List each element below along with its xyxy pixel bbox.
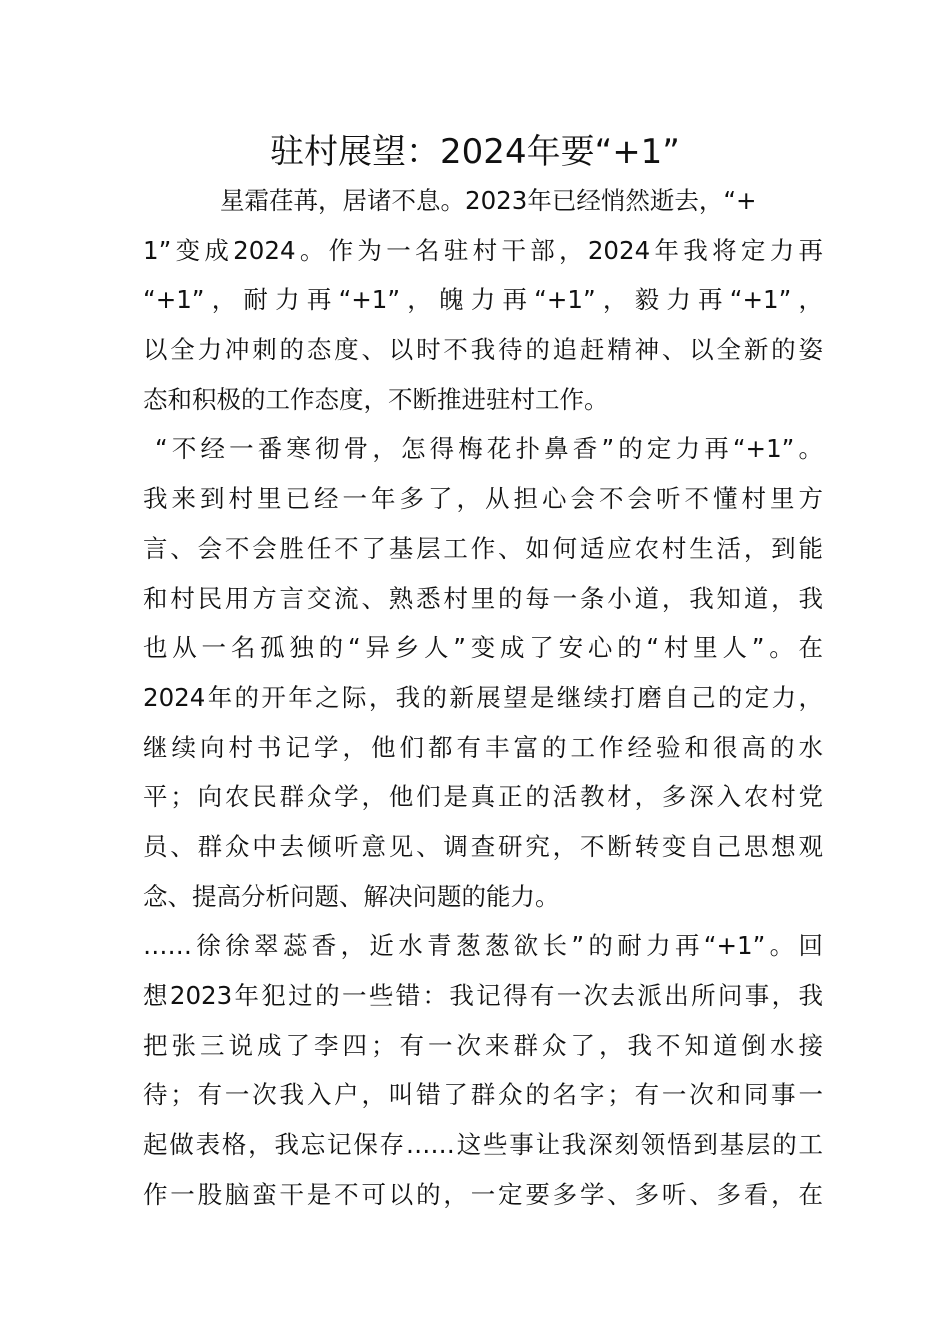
- document-title: 驻村展望：2024年要“+1”: [270, 132, 680, 172]
- paragraph-line: 2024年的开年之际，我的新展望是继续打磨自己的定力，: [143, 682, 823, 712]
- paragraph-line: 作一股脑蛮干是不可以的，一定要多学、多听、多看，在: [143, 1179, 823, 1209]
- paragraph-line: 和村民用方言交流、熟悉村里的每一条小道，我知道，我: [143, 583, 823, 613]
- paragraph-line: 以全力冲刺的态度、以时不我待的追赶精神、以全新的姿: [143, 335, 823, 365]
- paragraph-line: “不经一番寒彻骨，怎得梅花扑鼻香”的定力再“+1”。: [155, 434, 823, 464]
- paragraph-line: 想2023年犯过的一些错：我记得有一次去派出所问事，我: [143, 981, 823, 1010]
- paragraph-line: 起做表格，我忘记保存……这些事让我深刻领悟到基层的工: [143, 1130, 823, 1160]
- paragraph-line: 员、群众中去倾听意见、调查研究，不断转变自己思想观: [143, 831, 823, 861]
- paragraph-line: 把张三说成了李四；有一次来群众了，我不知道倒水接: [143, 1030, 823, 1060]
- paragraph-line: 1”变成2024。作为一名驻村干部，2024年我将定力再: [143, 235, 823, 265]
- paragraph-line: 也从一名孤独的“异乡人”变成了安心的“村里人”。在: [143, 633, 823, 663]
- paragraph-line: 待；有一次我入户，叫错了群众的名字；有一次和同事一: [143, 1080, 823, 1110]
- paragraph-line: 态和积极的工作态度，不断推进驻村工作。: [143, 384, 609, 414]
- paragraph-line: 言、会不会胜任不了基层工作、如何适应农村生活，到能: [143, 533, 823, 563]
- paragraph-line: 继续向村书记学，他们都有丰富的工作经验和很高的水: [143, 732, 823, 762]
- paragraph-line: 平；向农民群众学，他们是真正的活教材，多深入农村党: [143, 782, 823, 812]
- document-body: [143, 176, 823, 1219]
- paragraph-line: 念、提高分析问题、解决问题的能力。: [143, 881, 560, 911]
- paragraph-line: 我来到村里已经一年多了，从担心会不会听不懂村里方: [143, 484, 823, 514]
- paragraph-line: 星霜荏苒，居诸不息。2023年已经悄然逝去，“+: [220, 186, 757, 215]
- paragraph-line: “+1”，耐力再“+1”，魄力再“+1”，毅力再“+1”，: [143, 285, 823, 315]
- paragraph-line: ……徐徐翠蕊香，近水青葱葱欲长”的耐力再“+1”。回: [143, 931, 823, 961]
